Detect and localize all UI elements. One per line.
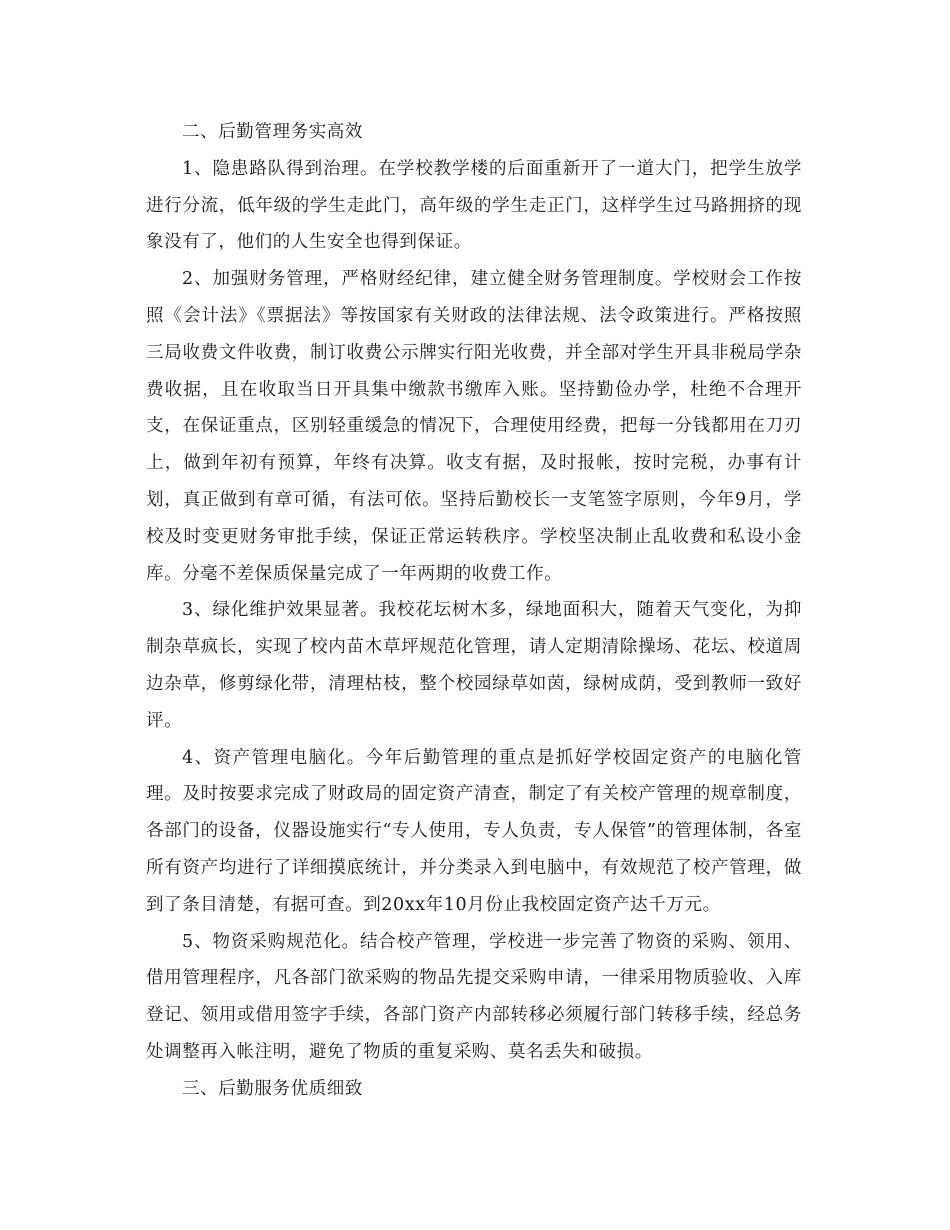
- paragraph-3: 3、绿化维护效果显著。我校花坛树木多，绿地面积大，随着天气变化，为抑制杂草疯长，实现了校内苗木草坪规范化管理，请人定期清除操场、花坛、校道周边杂草，修剪绿化带，清理枯枝，整个校园绿草如茵，绿树成荫，受到教师一致好评。: [146, 600, 802, 731]
- paragraph-5: 5、物资采购规范化。结合校产管理，学校进一步完善了物资的采购、领用、借用管理程序，凡各部门欲采购的物品先提交采购申请，一律采用物质验收、入库登记、领用或借用签字手续，各部门资产内部转移必须履行部门转移手续，经总务处调整再入帐注明，避免了物质的重复采购、莫名丢失和破损。: [146, 931, 802, 1062]
- paragraph-4: 4、资产管理电脑化。今年后勤管理的重点是抓好学校固定资产的电脑化管理。及时按要求完成了财政局的固定资产清查，制定了有关校产管理的规章制度，各部门的设备，仪器设施实行“专人使用，专人负责，专人保管”的管理体制，各室所有资产均进行了详细摸底统计，并分类录入到电脑中，有效规范了校产管理，做到了条目清楚，有据可查。到20xx年10月份止我校固定资产达千万元。: [146, 747, 802, 915]
- document-body: [146, 114, 802, 1108]
- section-heading-2: 二、后勤管理务实高效: [182, 122, 363, 142]
- paragraph-1: 1、隐患路队得到治理。在学校教学楼的后面重新开了一道大门，把学生放学进行分流，低年级的学生走此门，高年级的学生走正门，这样学生过马路拥挤的现象没有了，他们的人生安全也得到保证。: [146, 158, 802, 253]
- paragraph-2: 2、加强财务管理，严格财经纪律，建立健全财务管理制度。学校财会工作按照《会计法》《票据法》等按国家有关财政的法律法规、法令政策进行。严格按照三局收费文件收费，制订收费公示牌实行阳光收费，并全部对学生开具非税局学杂费收据，且在收取当日开具集中缴款书缴库入账。坚持勤俭办学，杜绝不合理开支，在保证重点，区别轻重缓急的情况下，合理使用经费，把每一分钱都用在刀刃上，做到年初有预算，年终有决算。收支有据，及时报帐，按时完税，办事有计划，真正做到有章可循，有法可依。坚持后勤校长一支笔签字原则，今年9月，学校及时变更财务审批手续，保证正常运转秩序。学校坚决制止乱收费和私设小金库。分毫不差保质保量完成了一年两期的收费工作。: [146, 269, 802, 584]
- section-heading-3: 三、后勤服务优质细致: [182, 1078, 363, 1099]
